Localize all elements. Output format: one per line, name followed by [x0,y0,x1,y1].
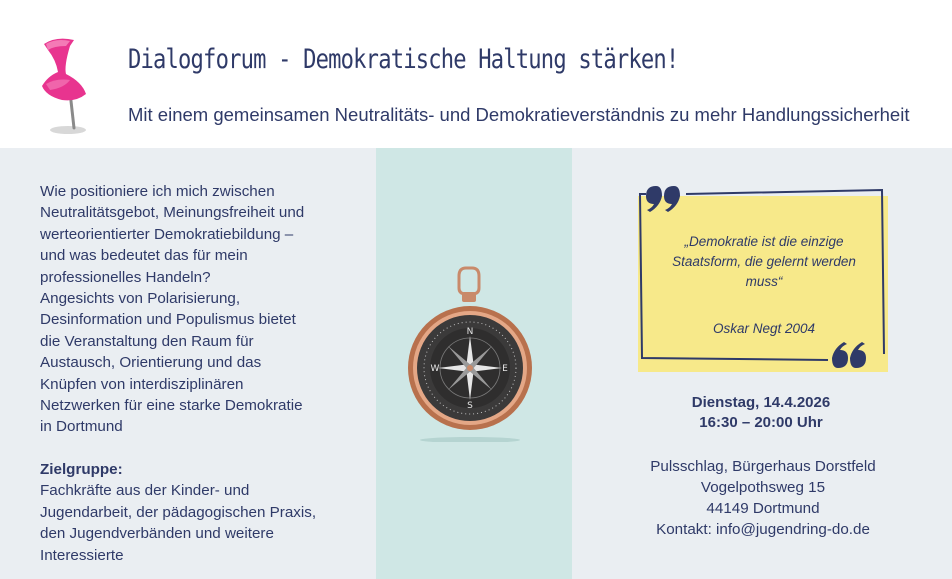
intro-line: Angesichts von Polarisierung, [40,290,241,308]
intro-line: Knüpfen von interdisziplinären [40,375,244,393]
compass-east: E [502,364,508,374]
event-datetime [650,393,872,433]
event-time: 16:30 – 20:00 Uhr [699,414,823,431]
intro-line: Neutralitätsgebot, Meinungsfreiheit und [40,204,305,222]
target-group-line: Jugendarbeit, der pädagogischen Praxis, [40,503,317,521]
intro-line: in Dortmund [40,418,123,436]
event-city: 44149 Dortmund [706,500,820,517]
compass-north: N [466,327,474,337]
intro-line: Wie positioniere ich mich zwischen [40,183,275,200]
event-location [618,456,908,540]
intro-line: Austausch, Orientierung und das [40,354,262,372]
event-venue: Pulsschlag, Bürgerhaus Dorstfeld [650,458,876,475]
compass-south: S [467,401,473,411]
intro-line: die Veranstaltung den Raum für [40,332,254,350]
intro-line: und was bedeutet das für mein [40,247,248,265]
target-group-line: den Jugendverbänden und weitere [40,525,274,543]
intro-line: Desinformation und Populismus bietet [40,311,296,329]
compass-west: W [430,364,440,374]
quote-line: muss“ [745,274,783,289]
event-date: Dienstag, 14.4.2026 [691,394,831,411]
target-group-line: Interessierte [40,546,124,564]
compass-image [404,262,534,442]
event-contact[interactable]: Kontakt: info@jugendring-do.de [656,521,870,538]
quote-author: Oskar Negt 2004 [712,321,816,336]
target-group-line: Fachkräfte aus der Kinder- und [40,482,250,500]
quote-line: Staatsform, die gelernt werden [672,254,856,269]
intro-line: werteorientierter Demokratiebildung – [40,225,294,243]
page-title: Dialogforum - Demokratische Haltung stärken! [128,44,679,75]
intro-line: Netzwerken für eine starke Demokratie [40,397,303,415]
quote-line: „Demokratie ist die einzige [684,234,844,249]
quote-text [646,232,882,292]
header [0,0,952,148]
target-group-heading: Zielgruppe: [40,460,123,478]
intro-line: professionelles Handeln? [40,268,211,286]
pushpin-icon [36,30,106,140]
page-subtitle: Mit einem gemeinsamen Neutralitäts- und Demokratieverständnis zu mehr Handlungssicherheit [128,104,910,125]
event-street: Vogelpothsweg 15 [700,479,826,496]
intro-text [40,181,340,566]
